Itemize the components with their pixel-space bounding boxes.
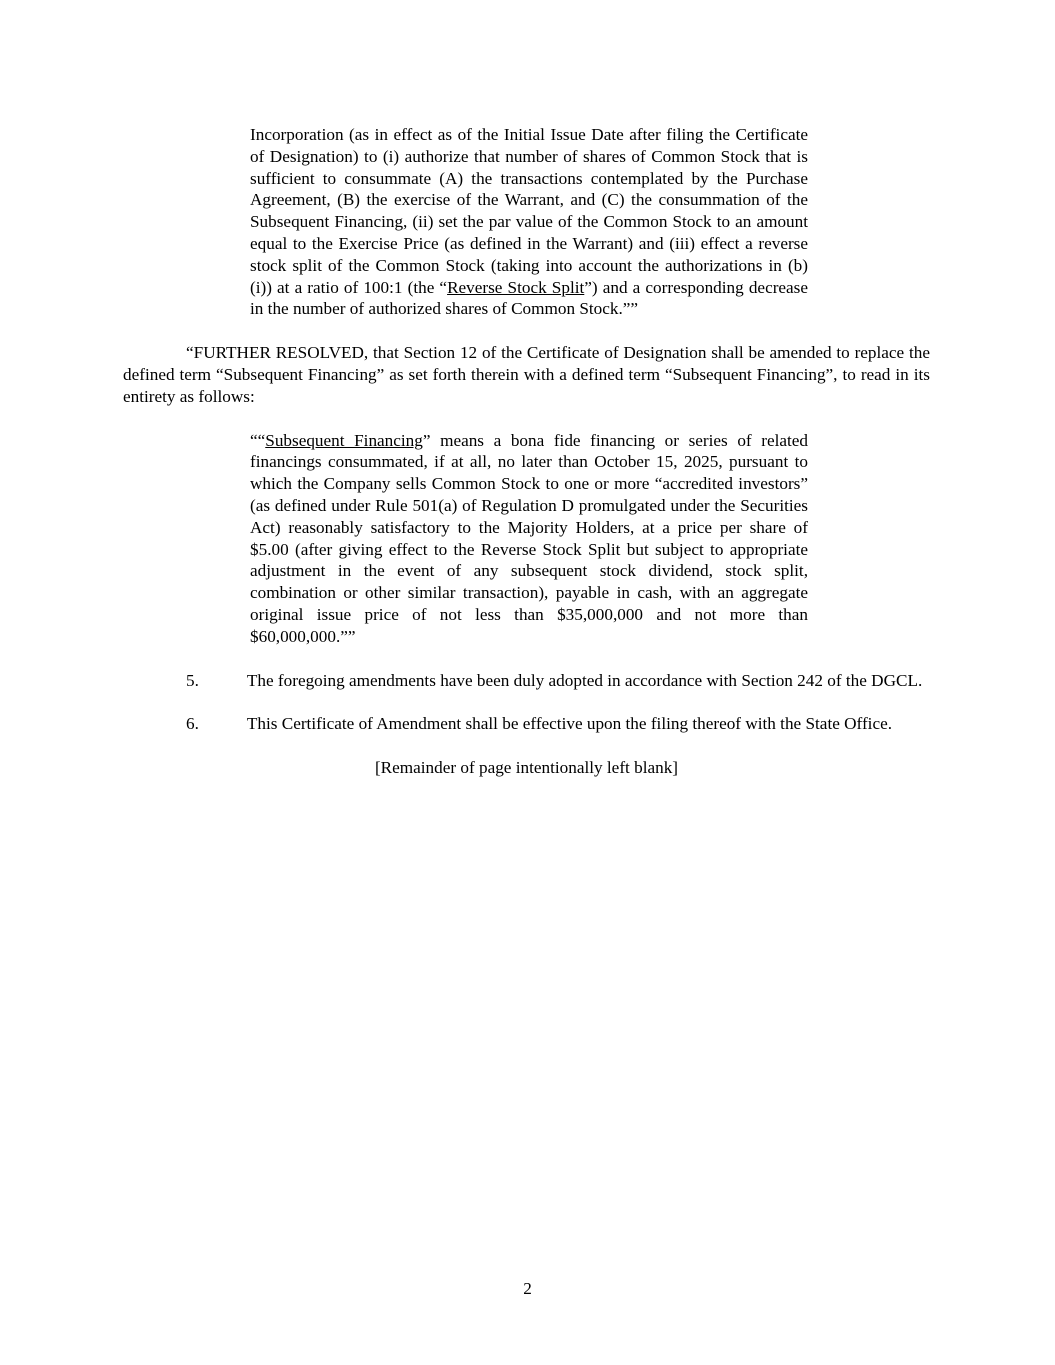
defined-term-subsequent-financing: Subsequent Financing [265, 430, 423, 450]
blockquote-subsequent-financing [250, 430, 808, 648]
paragraph-item-5 [123, 670, 930, 692]
blockquote-subsequent-financing-text-post: ” means a bona fide financing or series of related financings consummated, if at all, no later than October 15, 2025, pursuant to which the Company sells Common Stock to one or more “accredited investors” (as defined under Rule 501(a) of Regulation D promulgated under the Securities Act) reasonably satisfactory to the Majority Holders, at a price per share of $5.00 (after giving effect to the Reverse Stock Split but subject to appropriate adjustment in the event of any subsequent stock dividend, stock split, combination or other similar transaction), payable in cash, with an aggregate original issue price of not less than $35,000,000 and not more than $60,000,000.”” [250, 430, 808, 646]
paragraph-item-6 [123, 713, 930, 735]
defined-term-reverse-stock-split: Reverse Stock Split [447, 277, 585, 297]
blockquote-charter-amendment-text-post: ”) and a corresponding decrease in the number of authorized shares of Common Stock.”” [250, 277, 808, 319]
paragraph-item-5-text: The foregoing amendments have been duly adopted in accordance with Section 242 of the DGCL. [246, 670, 923, 690]
blockquote-charter-amendment-text-pre: Incorporation (as in effect as of the Initial Issue Date after filing the Certificate of Designation) to (i) authorize that number of shares of Common Stock that is sufficient to consummate (A) the transactions contemplated by the Purchase Agreement, (B) the exercise of the Warrant, and (C) the consummation of the Subsequent Financing, (ii) set the par value of the Common Stock to an amount equal to the Exercise Price (as defined in the Warrant) and (iii) effect a reverse stock split of the Common Stock (taking into account the authorizations in (b)(i)) at a ratio of 100:1 (the “ [250, 125, 808, 297]
paragraph-item-5-number: 5. [186, 670, 199, 690]
blockquote-subsequent-financing-text-pre: ““ [250, 430, 266, 450]
remainder-notice: [Remainder of page intentionally left blank] [374, 758, 679, 778]
paragraph-further-resolved: “FURTHER RESOLVED, that Section 12 of the Certificate of Designation shall be amended to replace the defined term “Subsequent Financing” as set forth therein with a defined term “Subsequent Financing”, to read in its entirety as follows: [123, 343, 930, 406]
blockquote-charter-amendment [250, 124, 808, 320]
paragraph-item-6-number: 6. [186, 714, 199, 734]
page-number: 2 [523, 1279, 532, 1298]
paragraph-item-6-text: This Certificate of Amendment shall be effective upon the filing thereof with the State Office. [246, 714, 893, 734]
